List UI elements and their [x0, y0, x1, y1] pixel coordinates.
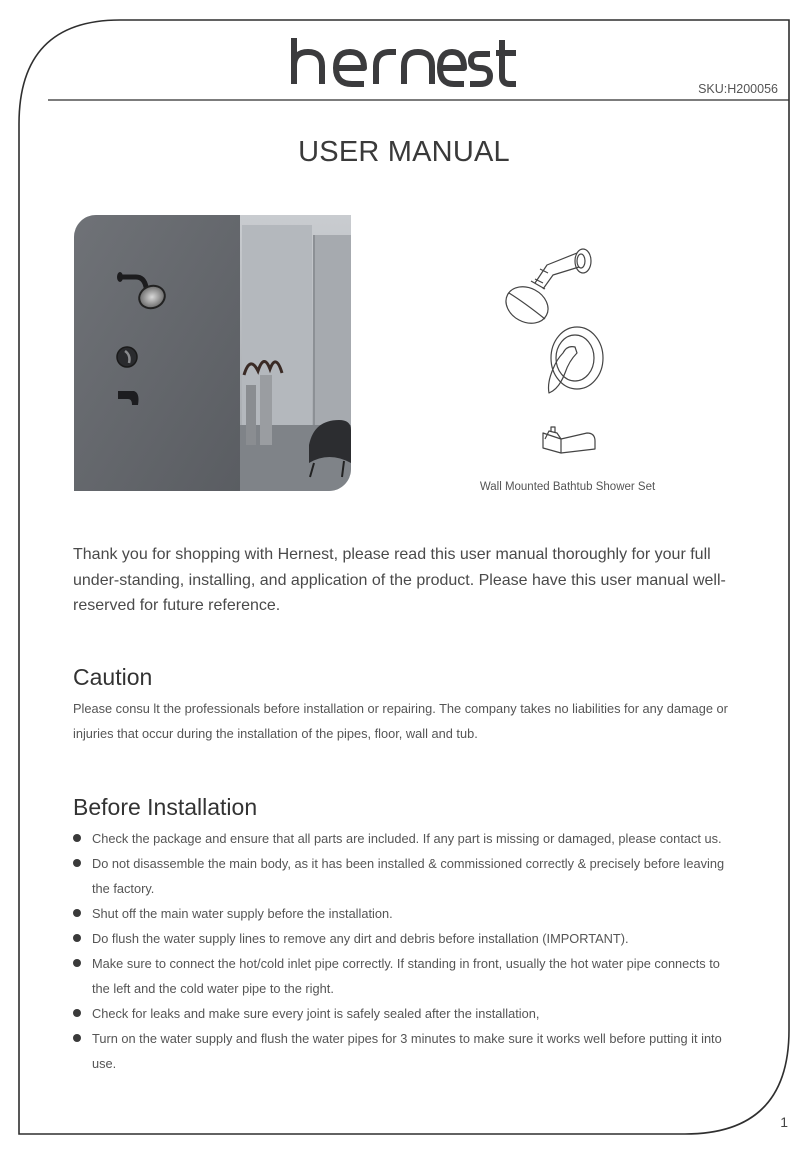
list-item: Make sure to connect the hot/cold inlet pipe correctly. If standing in front, usually the hot water pipe connects to the left and the cold water pipe to the right.	[73, 951, 741, 1001]
caution-heading: Caution	[73, 664, 153, 690]
caution-text: Please consu lt the professionals before installation or repairing. The company takes no liabilities for any damage or injuries that occur during the installation of the pipes, floor, wall and tub.	[73, 701, 728, 741]
list-item: Check for leaks and make sure every joint is safely sealed after the installation,	[73, 1001, 741, 1026]
bullet-icon	[73, 859, 81, 867]
brand-logo	[288, 36, 518, 88]
page-number: 1	[780, 1114, 788, 1130]
before-installation-heading: Before Installation	[73, 794, 258, 820]
sku-label: SKU:H200056	[698, 82, 778, 96]
list-item: Turn on the water supply and flush the water pipes for 3 minutes to make sure it works well before putting it into use.	[73, 1026, 741, 1076]
intro-text: Thank you for shopping with Hernest, please read this user manual thoroughly for your full under-standing, installing, and application of the product. Please have this user manual well-reserved for future reference.	[73, 546, 726, 614]
product-line-drawing	[495, 243, 610, 463]
page-title: USER MANUAL	[298, 136, 510, 168]
bullet-icon	[73, 1009, 81, 1017]
product-photo	[74, 215, 351, 491]
bullet-icon	[73, 1034, 81, 1042]
product-caption: Wall Mounted Bathtub Shower Set	[479, 481, 656, 493]
list-item: Do flush the water supply lines to remove any dirt and debris before installation (IMPORTANT).	[73, 926, 741, 951]
intro-paragraph	[73, 542, 745, 619]
bullet-icon	[73, 959, 81, 967]
bullet-icon	[73, 934, 81, 942]
bullet-icon	[73, 909, 81, 917]
before-installation-list	[73, 826, 741, 1076]
list-item: Check the package and ensure that all parts are included. If any part is missing or damaged, please contact us.	[73, 826, 741, 851]
list-item: Shut off the main water supply before the installation.	[73, 901, 741, 926]
bullet-icon	[73, 834, 81, 842]
list-item: Do not disassemble the main body, as it has been installed & commissioned correctly & precisely before leaving the factory.	[73, 851, 741, 901]
